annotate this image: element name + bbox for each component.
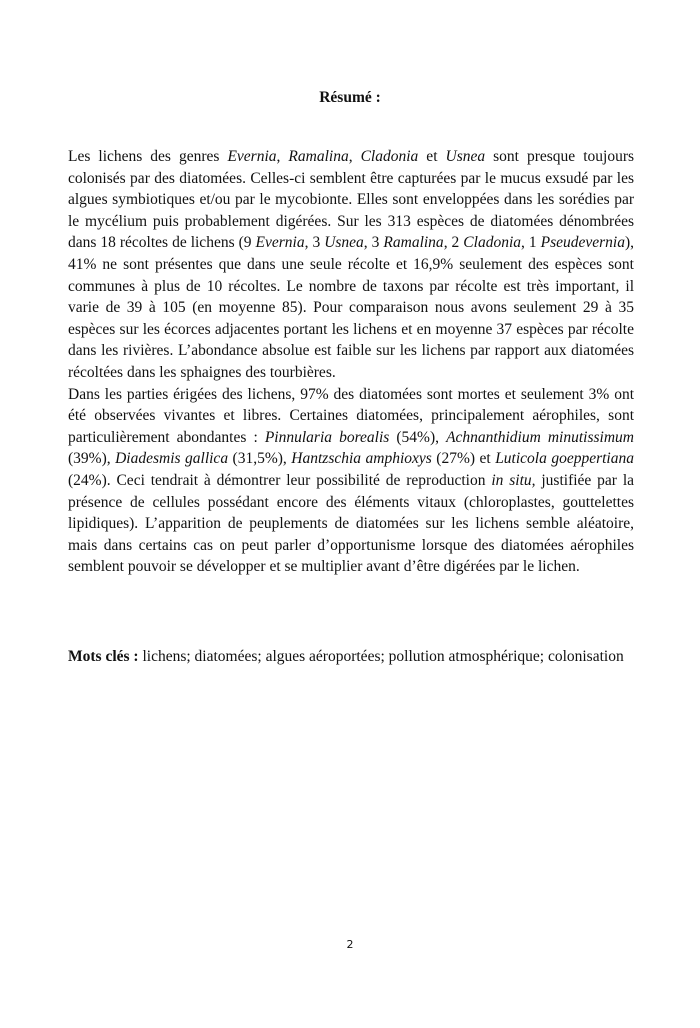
italic-term: Achnanthidium minutissimum bbox=[446, 428, 634, 446]
italic-term: Cladonia bbox=[360, 148, 419, 165]
italic-term: Cladonia bbox=[463, 234, 521, 252]
text-run: justifiée par la présence de cellules possédant encore des éléments vitaux (chloroplastes, gouttelettes lipidiques). L’apparition de peuplements de diatomées sur les lichens semble aléatoire, mais dans certains cas on peut parler d’opportunisme lorsque des diatomées aérophiles semblent pouvoir se développer et se multiplier avant d’être digérées par le lichen. bbox=[68, 471, 635, 576]
text-run: (27%) et bbox=[431, 450, 496, 468]
text-run: Les lichens des genres bbox=[68, 148, 228, 165]
page-number: 2 bbox=[346, 938, 354, 951]
text-run: (54%), bbox=[389, 428, 447, 446]
italic-term: Ramalina bbox=[383, 234, 444, 252]
abstract-body bbox=[68, 146, 634, 578]
keywords-label: Mots clés : bbox=[68, 648, 139, 665]
text-run: sont presque toujours colonisés par des diatomées. Celles-ci semblent être capturées par le mucus exsudé par les algues symbiotiques et/ou par le mycobionte. Elles sont enveloppées dans les sorédies par le mycélium puis probablement digérées. Sur les 313 espèces de diatomées dénombrées dans 18 récoltes de lichens (9 bbox=[68, 148, 635, 252]
italic-term: Evernia bbox=[255, 234, 305, 252]
page-title: Résumé : bbox=[319, 89, 381, 106]
text-run: (39%), bbox=[68, 450, 116, 468]
abstract-paragraph-1 bbox=[68, 146, 634, 384]
text-run: (24%). Ceci tendrait à démontrer leur possibilité de reproduction bbox=[68, 471, 492, 489]
text-run: , 3 bbox=[363, 234, 384, 252]
italic-term: in situ, bbox=[491, 471, 536, 489]
text-run: , bbox=[348, 148, 361, 165]
italic-term: Hantzschia amphioxys bbox=[291, 450, 432, 468]
italic-term: Usnea bbox=[324, 234, 364, 252]
text-run: , 2 bbox=[443, 234, 464, 252]
italic-term: Evernia bbox=[227, 148, 277, 165]
text-run: Dans les parties érigées des lichens, 97% des diatomées sont mortes et seulement 3% ont été observées vivantes et libres. Certaines diatomées, principalement aérophiles, sont particulièrement abondantes : bbox=[68, 385, 634, 446]
italic-term: Pseudevernia bbox=[540, 234, 625, 252]
italic-term: Luticola goeppertiana bbox=[495, 450, 634, 468]
italic-term: Pinnularia borealis bbox=[264, 428, 390, 446]
text-run: et bbox=[418, 148, 446, 165]
italic-term: Diadesmis gallica bbox=[115, 450, 229, 468]
text-run: ), 41% ne sont présentes que dans une seule récolte et 16,9% seulement des espèces sont communes à plus de 10 récoltes. Le nombre de taxons par récolte est très important, il varie de 39 à 105 (en moyenne 85). Pour comparaison nous avons seulement 29 à 35 espèces sur les écorces adjacentes portant les lichens et en moyenne 37 espèces par récolte dans les rivières. L’abondance absolue est faible sur les lichens par rapport aux diatomées récoltées dans les sphaignes des tourbières. bbox=[68, 234, 635, 381]
italic-term: Usnea bbox=[445, 148, 486, 165]
keywords-text: lichens; diatomées; algues aéroportées; pollution atmosphérique; colonisation bbox=[138, 648, 624, 665]
keywords bbox=[68, 646, 634, 668]
text-run: , bbox=[276, 148, 289, 165]
text-run: , 1 bbox=[521, 234, 541, 252]
text-run: , 3 bbox=[304, 234, 325, 252]
italic-term: Ramalina bbox=[288, 148, 349, 165]
abstract-paragraph-2 bbox=[68, 384, 634, 578]
text-run: (31,5%), bbox=[228, 450, 292, 468]
